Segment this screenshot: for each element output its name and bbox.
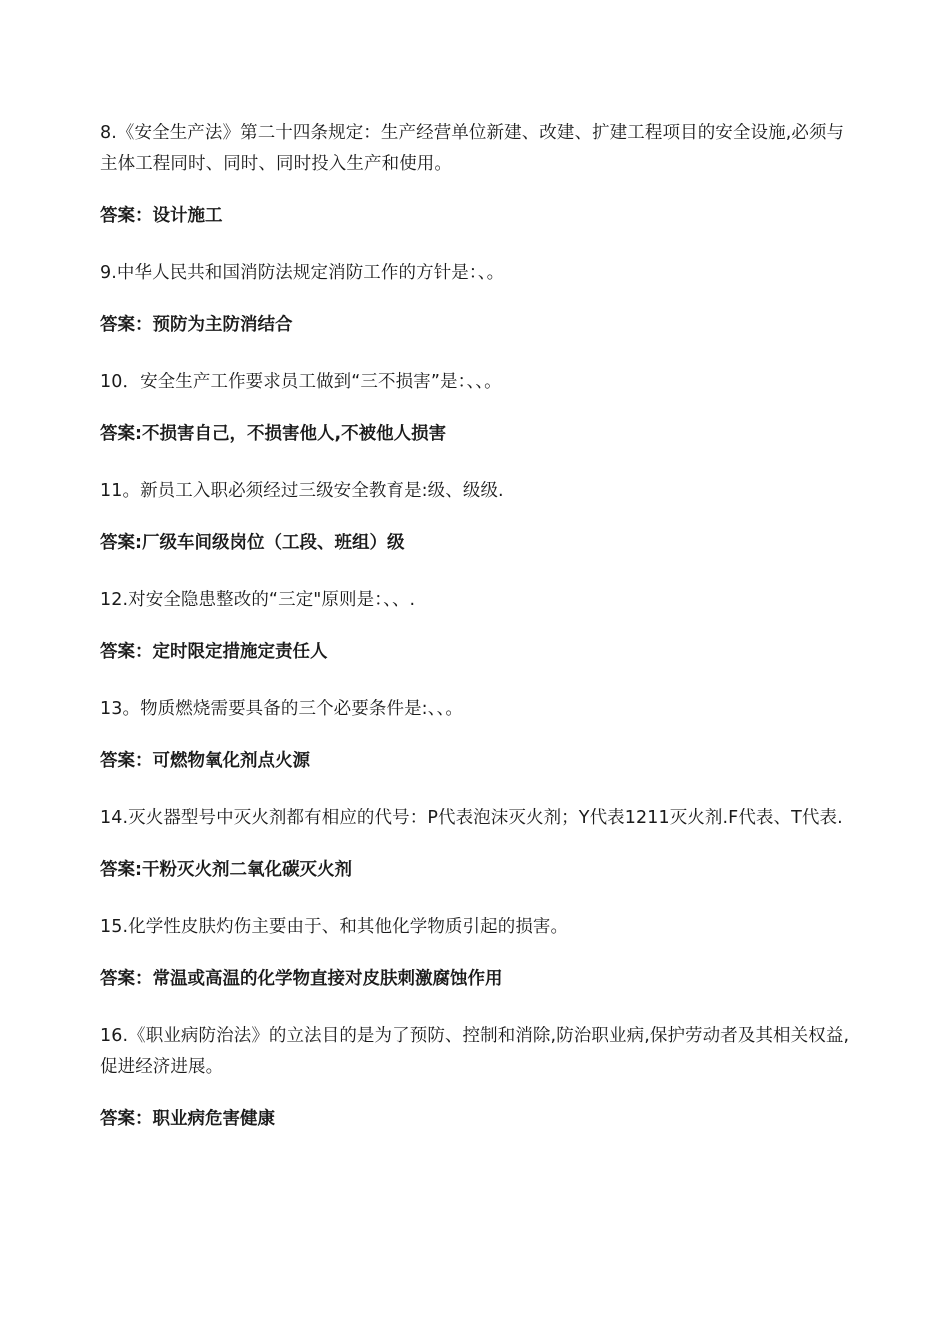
- question-text: 12.对安全隐患整改的“三定"原则是：、、.: [100, 590, 416, 610]
- question-item: [100, 258, 860, 367]
- question-item: [100, 367, 860, 476]
- question-item: [100, 585, 860, 694]
- answer-text: 答案:干粉灭火剂二氧化碳灭火剂: [100, 860, 352, 880]
- question-text: 14.灭火器型号中灭火剂都有相应的代号：P代表泡沫灭火剂；Y代表1211灭火剂.F代表、T代表.: [100, 808, 843, 828]
- answer-text: 答案：常温或高温的化学物直接对皮肤刺激腐蚀作用: [100, 969, 503, 989]
- question-item: [100, 1021, 860, 1131]
- question-text: 16.《职业病防治法》的立法目的是为了预防、控制和消除,防治职业病,保护劳动者及其相关权益,促进经济进展。: [100, 1026, 850, 1077]
- question-text: 9.中华人民共和国消防法规定消防工作的方针是：、。: [100, 263, 505, 283]
- question-text: 8.《安全生产法》第二十四条规定：生产经营单位新建、改建、扩建工程项目的安全设施,必须与主体工程同时、同时、同时投入生产和使用。: [100, 123, 845, 174]
- question-item: [100, 476, 860, 585]
- question-item: [100, 118, 860, 258]
- question-text: 10．安全生产工作要求员工做到“三不损害”是：、、。: [100, 372, 502, 392]
- answer-text: 答案：预防为主防消结合: [100, 315, 293, 335]
- answer-text: 答案:不损害自己，不损害他人,不被他人损害: [100, 424, 447, 444]
- question-text: 11。新员工入职必须经过三级安全教育是:级、级级.: [100, 481, 504, 501]
- answer-text: 答案：职业病危害健康: [100, 1109, 275, 1129]
- question-text: 15.化学性皮肤灼伤主要由于、和其他化学物质引起的损害。: [100, 917, 569, 937]
- answer-text: 答案:厂级车间级岗位（工段、班组）级: [100, 533, 405, 553]
- answer-text: 答案：可燃物氧化剂点火源: [100, 751, 310, 771]
- question-item: [100, 912, 860, 1021]
- question-item: [100, 803, 860, 912]
- question-item: [100, 694, 860, 803]
- answer-text: 答案：定时限定措施定责任人: [100, 642, 328, 662]
- question-text: 13。物质燃烧需要具备的三个必要条件是:、、。: [100, 699, 463, 719]
- answer-text: 答案：设计施工: [100, 206, 223, 226]
